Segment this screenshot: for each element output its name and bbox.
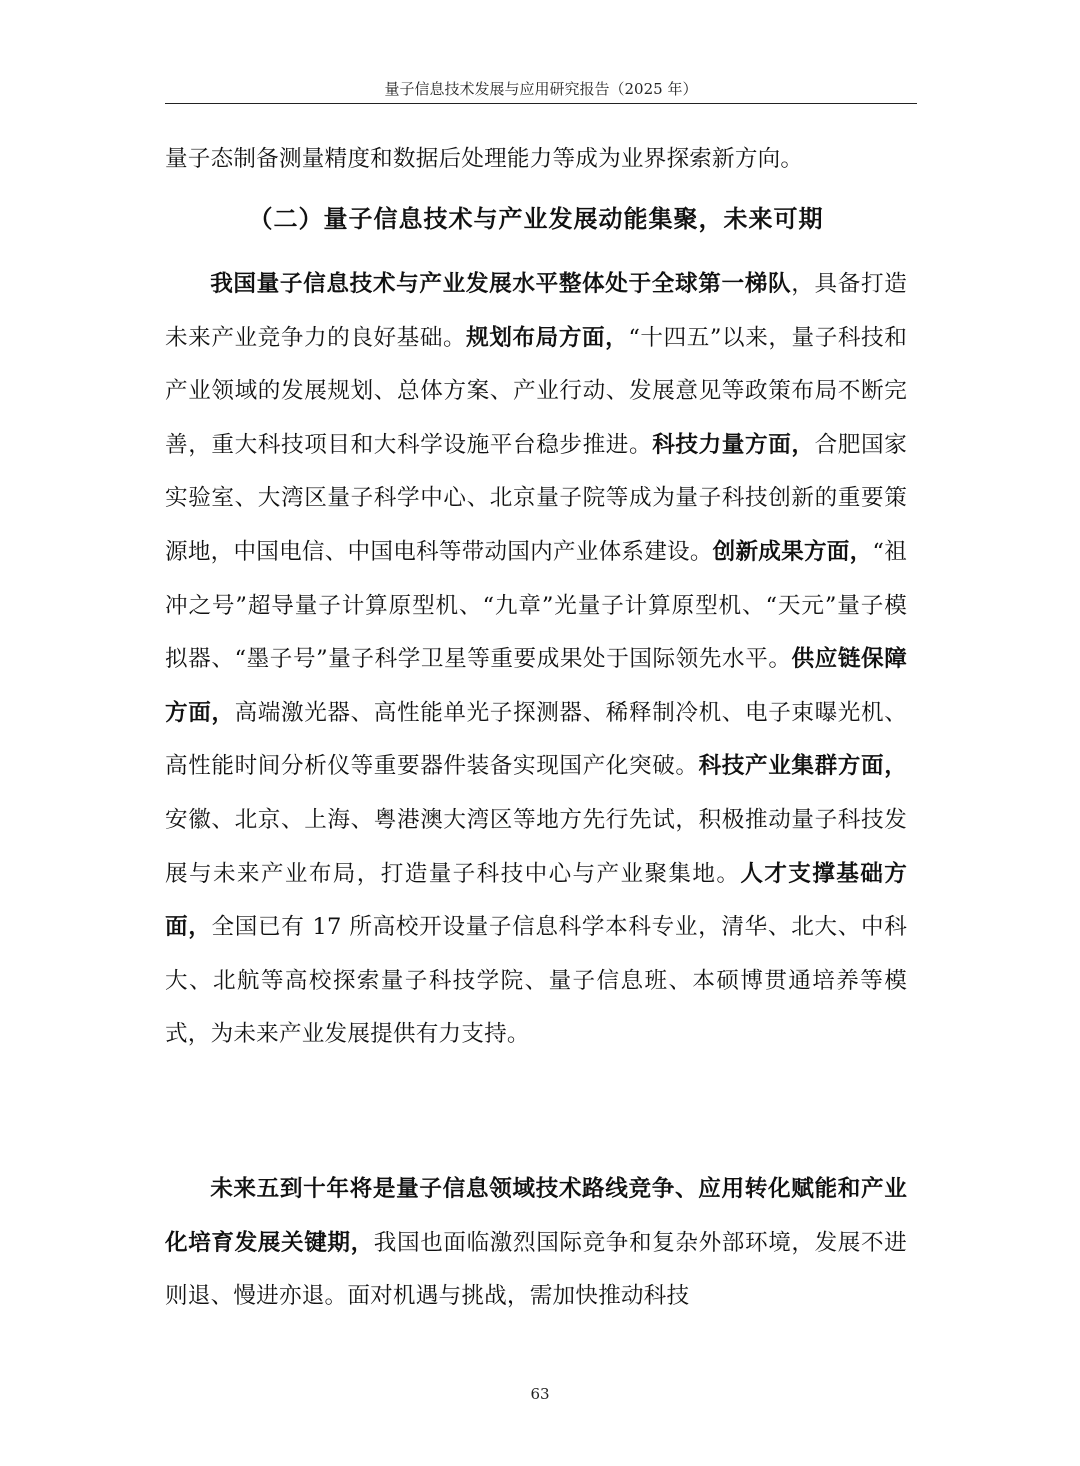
topic-label: 规划布局方面， <box>466 324 629 351</box>
paragraph-text: 我国也面临激烈国际竞争和复杂外部环境，发展不进则退、慢进亦退。面对机遇与挑战，需加快推动科技 <box>165 1229 907 1310</box>
paragraph-text: 高端激光器、高性能单光子探测器、稀释制冷机、电子束曝光机、高性能时间分析仪等重要器件装备实现国产化突破。 <box>165 699 907 780</box>
body-paragraph-2 <box>165 1163 907 1324</box>
paragraph-2 <box>165 1163 907 1324</box>
paragraph-text: 安徽、北京、上海、粤港澳大湾区等地方先行先试，积极推动量子科技发展与未来产业布局，打造量子科技中心与产业聚集地。 <box>165 806 907 887</box>
topic-label: 科技产业集群方面， <box>698 753 907 780</box>
topic-label: 创新成果方面， <box>712 538 873 565</box>
page-number: 63 <box>530 1385 550 1403</box>
continuation-paragraph <box>165 133 907 187</box>
lead-text: 我国量子信息技术与产业发展水平整体处于全球第一梯队 <box>210 271 792 297</box>
running-header: 量子信息技术发展与应用研究报告（2025 年） <box>384 80 698 98</box>
lead-text: 未来五到十年将是量子信息领域技术路线竞争、应用转化赋能和产业化培育发展关键期， <box>165 1176 907 1256</box>
paragraph-text: 合肥国家实验室、大湾区量子科学中心、北京量子院等成为量子科技创新的重要策源地，中国电信、中国电科等带动国内产业体系建设。 <box>165 431 908 565</box>
paragraph-1 <box>165 258 907 1062</box>
topic-label: 人才支撑基础方面， <box>165 860 907 941</box>
section-heading: （二）量子信息技术与产业发展动能集聚，未来可期 <box>248 205 824 233</box>
continuation-text: 量子态制备测量精度和数据后处理能力等成为业界探索新方向。 <box>165 146 804 172</box>
paragraph-text: 全国已有 17 所高校开设量子信息科学本科专业，清华、北大、中科大、北航等高校探索量子科技学院、量子信息班、本硕博贯通培养等模式，为未来产业发展提供有力支持。 <box>165 914 907 1048</box>
topic-label: 科技力量方面， <box>652 431 815 458</box>
paragraph-text: “祖冲之号”超导量子计算原型机、“九章”光量子计算原型机、“天元”量子模拟器、“墨子号”量子科学卫星等重要成果处于国际领先水平。 <box>165 538 907 673</box>
paragraph-text: ，具备打造未来产业竞争力的良好基础。 <box>165 271 908 351</box>
header-divider <box>165 103 917 104</box>
topic-label: 供应链保障方面， <box>165 646 908 726</box>
paragraph-text: “十四五”以来，量子科技和产业领域的发展规划、总体方案、产业行动、发展意见等政策布局不断完善，重大科技项目和大科学设施平台稳步推进。 <box>165 324 907 458</box>
body-paragraph-1 <box>165 258 907 1062</box>
